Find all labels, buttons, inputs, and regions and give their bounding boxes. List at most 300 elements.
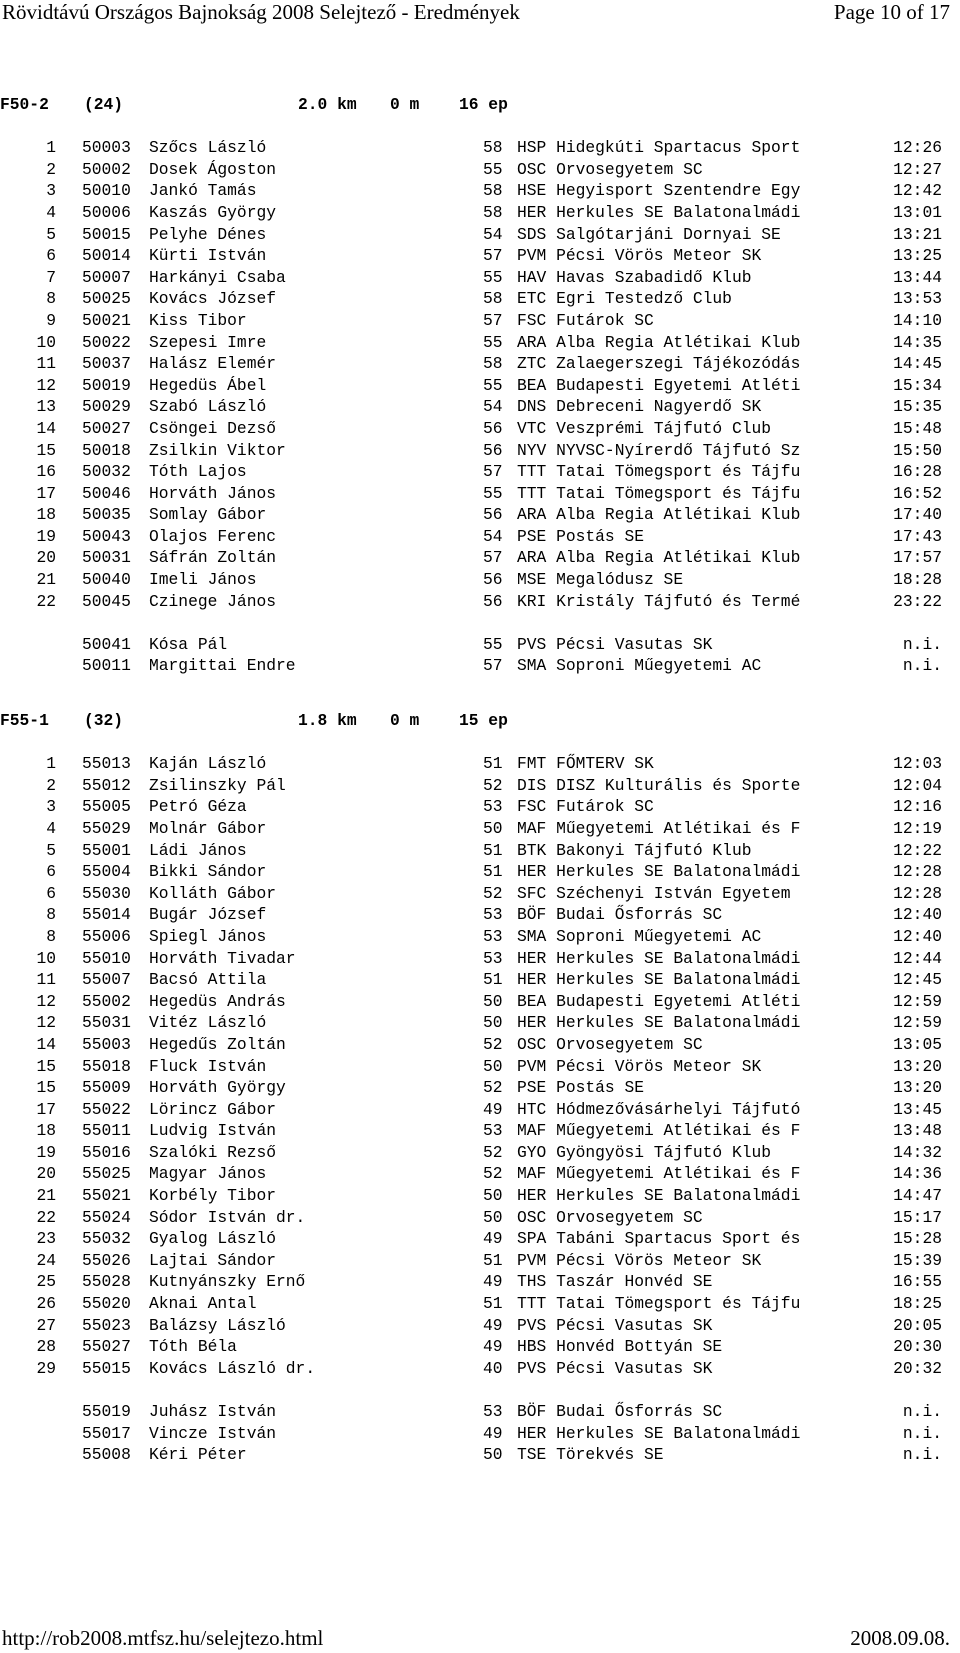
competitor-age: 54	[483, 224, 503, 244]
club-name: MAF Műegyetemi Atlétikai és F	[517, 1121, 801, 1141]
competitor-age: 52	[483, 1142, 503, 1162]
result-time: 13:25	[893, 246, 942, 266]
competitor-age: 52	[483, 883, 503, 903]
competitor-name: Kolláth Gábor	[149, 883, 277, 903]
club-name: HSP Hidegkúti Spartacus Sport	[517, 138, 801, 158]
result-time: 15:17	[893, 1207, 942, 1227]
result-position: 11	[36, 970, 56, 990]
competitor-name: Aknai Antal	[149, 1294, 257, 1314]
competitor-id: 50003	[82, 138, 131, 158]
competitor-id: 50011	[82, 656, 131, 676]
competitor-name: Imeli János	[149, 570, 257, 590]
result-position: 15	[36, 1078, 56, 1098]
club-name: MSE Megalódusz SE	[517, 570, 684, 590]
competitor-name: Bikki Sándor	[149, 862, 267, 882]
club-name: SMA Soproni Műegyetemi AC	[517, 926, 762, 946]
competitor-name: Tóth Béla	[149, 1337, 237, 1357]
result-position: 17	[36, 483, 56, 503]
result-time: 13:53	[893, 289, 942, 309]
result-time: n.i.	[902, 1445, 942, 1465]
competitor-id: 50037	[82, 354, 131, 374]
competitor-age: 50	[483, 818, 503, 838]
competitor-name: Pelyhe Dénes	[149, 224, 267, 244]
competitor-name: Zsilinszky Pál	[149, 775, 286, 795]
result-position: 19	[36, 526, 56, 546]
course-distance: 2.0 km	[298, 95, 357, 114]
competitor-age: 56	[483, 570, 503, 590]
competitor-name: Somlay Gábor	[149, 505, 267, 525]
competitor-age: 55	[483, 483, 503, 503]
competitor-name: Hegedüs Ábel	[149, 375, 267, 395]
competitor-id: 55020	[82, 1294, 131, 1314]
result-time: 13:20	[893, 1078, 942, 1098]
result-position: 6	[46, 883, 56, 903]
result-position: 23	[36, 1229, 56, 1249]
club-name: PSE Postás SE	[517, 1078, 645, 1098]
result-time: 12:16	[893, 797, 942, 817]
competitor-name: Kiss Tibor	[149, 310, 247, 330]
competitor-id: 55027	[82, 1337, 131, 1357]
result-time: 20:32	[893, 1358, 942, 1378]
competitor-age: 49	[483, 1229, 503, 1249]
result-time: 13:44	[893, 267, 942, 287]
result-position: 7	[46, 267, 56, 287]
club-name: HER Herkules SE Balatonalmádi	[517, 862, 801, 882]
competitor-id: 55010	[82, 948, 131, 968]
footer-url: http://rob2008.mtfsz.hu/selejtezo.html	[2, 1626, 324, 1650]
competitor-age: 53	[483, 905, 503, 925]
result-position: 12	[36, 375, 56, 395]
result-position: 18	[36, 505, 56, 525]
competitor-id: 55004	[82, 862, 131, 882]
result-time: 12:45	[893, 970, 942, 990]
course-distance: 1.8 km	[298, 711, 357, 730]
club-name: FSC Futárok SC	[517, 310, 654, 330]
result-time: 12:40	[893, 926, 942, 946]
result-time: 18:28	[893, 570, 942, 590]
competitor-name: Juhász István	[149, 1402, 277, 1421]
club-name: PVM Pécsi Vörös Meteor SK	[517, 1250, 762, 1270]
competitor-id: 55001	[82, 840, 131, 860]
result-position: 15	[36, 440, 56, 460]
competitor-id: 55005	[82, 797, 131, 817]
page-number: Page 10 of 17	[833, 0, 950, 24]
result-position: 24	[36, 1250, 56, 1270]
course-controls: 16 ep	[459, 95, 508, 114]
club-name: OSC Orvosegyetem SC	[517, 1207, 703, 1227]
result-time: 14:45	[893, 354, 942, 374]
result-position: 17	[36, 1099, 56, 1119]
competitor-id: 55025	[82, 1164, 131, 1184]
competitor-age: 51	[483, 862, 503, 882]
result-time: 17:43	[893, 526, 942, 546]
result-position: 10	[36, 332, 56, 352]
competitor-id: 55003	[82, 1034, 131, 1054]
result-time: 13:05	[893, 1034, 942, 1054]
competitor-name: Margittai Endre	[149, 656, 296, 676]
club-name: BÖF Budai Ősforrás SC	[517, 905, 723, 925]
competitor-name: Kutnyánszky Ernő	[149, 1272, 306, 1292]
competitor-name: Bacsó Attila	[149, 970, 267, 990]
club-name: SDS Salgótarjáni Dornyai SE	[517, 224, 781, 244]
competitor-id: 55013	[82, 754, 131, 774]
result-time: 14:32	[893, 1142, 942, 1162]
club-name: HER Herkules SE Balatonalmádi	[517, 970, 801, 990]
competitor-age: 55	[483, 159, 503, 179]
competitor-name: Kürti István	[149, 246, 267, 266]
result-position: 22	[36, 1207, 56, 1227]
competitor-id: 55018	[82, 1056, 131, 1076]
club-name: HER Herkules SE Balatonalmádi	[517, 1013, 801, 1033]
club-name: TTT Tatai Tömegsport és Tájfu	[517, 483, 801, 503]
club-name: ARA Alba Regia Atlétikai Klub	[517, 332, 801, 352]
result-time: 12:40	[893, 905, 942, 925]
competitor-id: 50043	[82, 526, 131, 546]
result-position: 8	[46, 926, 56, 946]
result-time: n.i.	[902, 1423, 942, 1443]
competitor-id: 50010	[82, 181, 131, 201]
club-name: PVS Pécsi Vasutas SK	[517, 1358, 713, 1378]
competitor-id: 50015	[82, 224, 131, 244]
competitor-age: 57	[483, 656, 503, 676]
competitor-name: Gyalog László	[149, 1229, 277, 1249]
competitor-name: Horváth Tivadar	[149, 948, 296, 968]
result-position: 27	[36, 1315, 56, 1335]
result-position: 28	[36, 1337, 56, 1357]
competitor-age: 50	[483, 991, 503, 1011]
result-time: 23:22	[893, 591, 942, 611]
competitor-id: 55012	[82, 775, 131, 795]
competitor-name: Szőcs László	[149, 138, 267, 158]
result-time: 12:59	[893, 1013, 942, 1033]
club-name: PVM Pécsi Vörös Meteor SK	[517, 1056, 762, 1076]
result-time: 16:52	[893, 483, 942, 503]
result-position: 3	[46, 181, 56, 201]
competitor-id: 50041	[82, 634, 131, 654]
result-time: 12:03	[893, 754, 942, 774]
club-name: TSE Törekvés SE	[517, 1445, 664, 1465]
competitor-name: Fluck István	[149, 1056, 267, 1076]
competitor-name: Kaszás György	[149, 202, 277, 222]
club-name: HER Herkules SE Balatonalmádi	[517, 202, 801, 222]
result-time: 12:28	[893, 862, 942, 882]
competitor-age: 51	[483, 840, 503, 860]
result-position: 3	[46, 797, 56, 817]
competitor-name: Balázsy László	[149, 1315, 286, 1335]
competitor-id: 55016	[82, 1142, 131, 1162]
result-position: 4	[46, 202, 56, 222]
competitor-age: 52	[483, 775, 503, 795]
competitor-age: 52	[483, 1034, 503, 1054]
competitor-id: 50002	[82, 159, 131, 179]
club-name: PSE Postás SE	[517, 526, 645, 546]
competitor-age: 50	[483, 1186, 503, 1206]
result-position: 10	[36, 948, 56, 968]
result-position: 25	[36, 1272, 56, 1292]
result-time: 16:55	[893, 1272, 942, 1292]
competitor-id: 55022	[82, 1099, 131, 1119]
competitor-name: Lajtai Sándor	[149, 1250, 277, 1270]
competitor-name: Jankó Tamás	[149, 181, 257, 201]
club-name: HTC Hódmezővásárhelyi Tájfutó	[517, 1099, 801, 1119]
result-time: 15:35	[893, 397, 942, 417]
competitor-id: 50021	[82, 310, 131, 330]
competitor-id: 55019	[82, 1402, 131, 1421]
competitor-id: 55028	[82, 1272, 131, 1292]
competitor-age: 58	[483, 289, 503, 309]
course-climb: 0 m	[390, 95, 420, 114]
competitor-id: 50040	[82, 570, 131, 590]
competitor-id: 55023	[82, 1315, 131, 1335]
competitor-age: 50	[483, 1013, 503, 1033]
competitor-id: 50018	[82, 440, 131, 460]
competitor-id: 55011	[82, 1121, 131, 1141]
result-time: 18:25	[893, 1294, 942, 1314]
competitor-name: Szalóki Rezső	[149, 1142, 277, 1162]
club-name: GYO Gyöngyösi Tájfutó Klub	[517, 1142, 772, 1162]
club-name: ETC Egri Testedző Club	[517, 289, 732, 309]
competitor-age: 50	[483, 1056, 503, 1076]
competitor-age: 53	[483, 797, 503, 817]
result-position: 2	[46, 159, 56, 179]
result-position: 16	[36, 462, 56, 482]
result-time: 20:05	[893, 1315, 942, 1335]
club-name: HER Herkules SE Balatonalmádi	[517, 1423, 801, 1443]
competitor-id: 50035	[82, 505, 131, 525]
result-position: 2	[46, 775, 56, 795]
result-time: 15:34	[893, 375, 942, 395]
club-name: BEA Budapesti Egyetemi Atléti	[517, 375, 801, 395]
result-position: 18	[36, 1121, 56, 1141]
competitor-id: 55029	[82, 818, 131, 838]
competitor-age: 57	[483, 462, 503, 482]
club-name: MAF Műegyetemi Atlétikai és F	[517, 818, 801, 838]
result-position: 26	[36, 1294, 56, 1314]
result-time: 15:48	[893, 418, 942, 438]
result-position: 4	[46, 818, 56, 838]
result-position: 13	[36, 397, 56, 417]
competitor-name: Sódor István dr.	[149, 1207, 306, 1227]
result-time: 13:45	[893, 1099, 942, 1119]
category-name: F55-1	[0, 711, 49, 730]
competitor-name: Molnár Gábor	[149, 818, 267, 838]
competitor-name: Dosek Ágoston	[149, 159, 277, 179]
result-time: 14:10	[893, 310, 942, 330]
competitor-age: 50	[483, 1445, 503, 1465]
result-position: 14	[36, 418, 56, 438]
footer-date: 2008.09.08.	[850, 1626, 950, 1650]
competitor-name: Lörincz Gábor	[149, 1099, 277, 1119]
result-position: 15	[36, 1056, 56, 1076]
category-name: F50-2	[0, 95, 49, 114]
competitor-name: Kovács László dr.	[149, 1358, 316, 1378]
club-name: FSC Futárok SC	[517, 797, 654, 817]
competitor-age: 56	[483, 418, 503, 438]
competitor-id: 55002	[82, 991, 131, 1011]
competitor-id: 55031	[82, 1013, 131, 1033]
competitor-age: 51	[483, 970, 503, 990]
competitor-name: Szepesi Imre	[149, 332, 267, 352]
competitor-name: Sáfrán Zoltán	[149, 548, 277, 568]
result-time: 12:42	[893, 181, 942, 201]
competitor-age: 51	[483, 754, 503, 774]
competitor-name: Olajos Ferenc	[149, 526, 277, 546]
club-name: DIS DISZ Kulturális és Sporte	[517, 775, 801, 795]
competitor-name: Harkányi Csaba	[149, 267, 286, 287]
club-name: FMT FŐMTERV SK	[517, 754, 654, 774]
competitor-name: Hegedüs András	[149, 991, 286, 1011]
result-position: 8	[46, 905, 56, 925]
club-name: HER Herkules SE Balatonalmádi	[517, 1186, 801, 1206]
competitor-id: 55006	[82, 926, 131, 946]
competitor-age: 58	[483, 202, 503, 222]
competitor-age: 58	[483, 181, 503, 201]
competitor-id: 50045	[82, 591, 131, 611]
competitor-id: 50014	[82, 246, 131, 266]
competitor-name: Kovács József	[149, 289, 277, 309]
competitor-age: 51	[483, 1294, 503, 1314]
competitor-id: 50019	[82, 375, 131, 395]
competitor-age: 58	[483, 138, 503, 158]
competitor-age: 49	[483, 1315, 503, 1335]
result-time: n.i.	[902, 634, 942, 654]
competitor-name: Petró Géza	[149, 797, 247, 817]
club-name: SFC Széchenyi István Egyetem	[517, 883, 791, 903]
result-position: 12	[36, 1013, 56, 1033]
result-time: 12:44	[893, 948, 942, 968]
result-position: 11	[36, 354, 56, 374]
result-position: 21	[36, 570, 56, 590]
result-time: 13:20	[893, 1056, 942, 1076]
competitor-name: Csöngei Dezső	[149, 418, 277, 438]
result-position: 22	[36, 591, 56, 611]
club-name: HER Herkules SE Balatonalmádi	[517, 948, 801, 968]
result-time: 13:01	[893, 202, 942, 222]
category-count: (24)	[84, 95, 124, 114]
competitor-age: 51	[483, 1250, 503, 1270]
competitor-id: 55032	[82, 1229, 131, 1249]
competitor-age: 55	[483, 267, 503, 287]
competitor-name: Ládi János	[149, 840, 247, 860]
result-position: 1	[46, 138, 56, 158]
club-name: SPA Tabáni Spartacus Sport és	[517, 1229, 801, 1249]
competitor-id: 50032	[82, 462, 131, 482]
club-name: BÖF Budai Ősforrás SC	[517, 1402, 723, 1421]
competitor-age: 57	[483, 548, 503, 568]
competitor-name: Horváth János	[149, 483, 277, 503]
competitor-age: 52	[483, 1078, 503, 1098]
result-time: 12:27	[893, 159, 942, 179]
club-name: KRI Kristály Tájfutó és Termé	[517, 591, 801, 611]
result-time: n.i.	[902, 1402, 942, 1421]
competitor-name: Kaján László	[149, 754, 267, 774]
result-position: 8	[46, 289, 56, 309]
result-position: 29	[36, 1358, 56, 1378]
competitor-name: Halász Elemér	[149, 354, 277, 374]
club-name: BEA Budapesti Egyetemi Atléti	[517, 991, 801, 1011]
club-name: HSE Hegyisport Szentendre Egy	[517, 181, 801, 201]
competitor-age: 57	[483, 246, 503, 266]
competitor-age: 40	[483, 1358, 503, 1378]
competitor-age: 53	[483, 1121, 503, 1141]
result-position: 6	[46, 246, 56, 266]
competitor-id: 55021	[82, 1186, 131, 1206]
result-time: 12:59	[893, 991, 942, 1011]
competitor-id: 55008	[82, 1445, 131, 1465]
club-name: ZTC Zalaegerszegi Tájékozódás	[517, 354, 801, 374]
category-count: (32)	[84, 711, 124, 730]
club-name: ARA Alba Regia Atlétikai Klub	[517, 505, 801, 525]
club-name: MAF Műegyetemi Atlétikai és F	[517, 1164, 801, 1184]
competitor-id: 50046	[82, 483, 131, 503]
competitor-name: Hegedűs Zoltán	[149, 1034, 286, 1054]
result-time: 12:19	[893, 818, 942, 838]
competitor-age: 56	[483, 505, 503, 525]
competitor-age: 54	[483, 397, 503, 417]
competitor-age: 58	[483, 354, 503, 374]
competitor-id: 50031	[82, 548, 131, 568]
competitor-id: 55007	[82, 970, 131, 990]
competitor-age: 56	[483, 591, 503, 611]
result-time: 17:57	[893, 548, 942, 568]
result-time: 17:40	[893, 505, 942, 525]
result-time: 16:28	[893, 462, 942, 482]
competitor-age: 50	[483, 1207, 503, 1227]
club-name: HAV Havas Szabadidő Klub	[517, 267, 752, 287]
result-position: 19	[36, 1142, 56, 1162]
result-time: 14:36	[893, 1164, 942, 1184]
result-position: 9	[46, 310, 56, 330]
result-position: 1	[46, 754, 56, 774]
club-name: TTT Tatai Tömegsport és Tájfu	[517, 462, 801, 482]
competitor-name: Vincze István	[149, 1423, 277, 1443]
competitor-age: 49	[483, 1272, 503, 1292]
competitor-name: Zsilkin Viktor	[149, 440, 286, 460]
competitor-name: Horváth György	[149, 1078, 286, 1098]
result-position: 6	[46, 862, 56, 882]
competitor-age: 53	[483, 1402, 503, 1421]
club-name: THS Taszár Honvéd SE	[517, 1272, 713, 1292]
competitor-id: 55026	[82, 1250, 131, 1270]
result-time: 12:22	[893, 840, 942, 860]
course-climb: 0 m	[390, 711, 420, 730]
competitor-name: Szabó László	[149, 397, 267, 417]
result-time: n.i.	[902, 656, 942, 676]
competitor-id: 50022	[82, 332, 131, 352]
competitor-id: 50006	[82, 202, 131, 222]
result-time: 20:30	[893, 1337, 942, 1357]
result-position: 5	[46, 840, 56, 860]
club-name: DNS Debreceni Nagyerdő SK	[517, 397, 762, 417]
competitor-id: 55015	[82, 1358, 131, 1378]
competitor-age: 57	[483, 310, 503, 330]
competitor-id: 55014	[82, 905, 131, 925]
competitor-name: Korbély Tibor	[149, 1186, 277, 1206]
club-name: PVS Pécsi Vasutas SK	[517, 634, 713, 654]
competitor-age: 49	[483, 1099, 503, 1119]
result-time: 12:26	[893, 138, 942, 158]
club-name: SMA Soproni Műegyetemi AC	[517, 656, 762, 676]
result-position: 14	[36, 1034, 56, 1054]
competitor-age: 49	[483, 1337, 503, 1357]
result-time: 12:04	[893, 775, 942, 795]
competitor-id: 55024	[82, 1207, 131, 1227]
competitor-name: Bugár József	[149, 905, 267, 925]
competitor-age: 56	[483, 440, 503, 460]
club-name: HBS Honvéd Bottyán SE	[517, 1337, 723, 1357]
result-time: 15:50	[893, 440, 942, 460]
club-name: PVM Pécsi Vörös Meteor SK	[517, 246, 762, 266]
